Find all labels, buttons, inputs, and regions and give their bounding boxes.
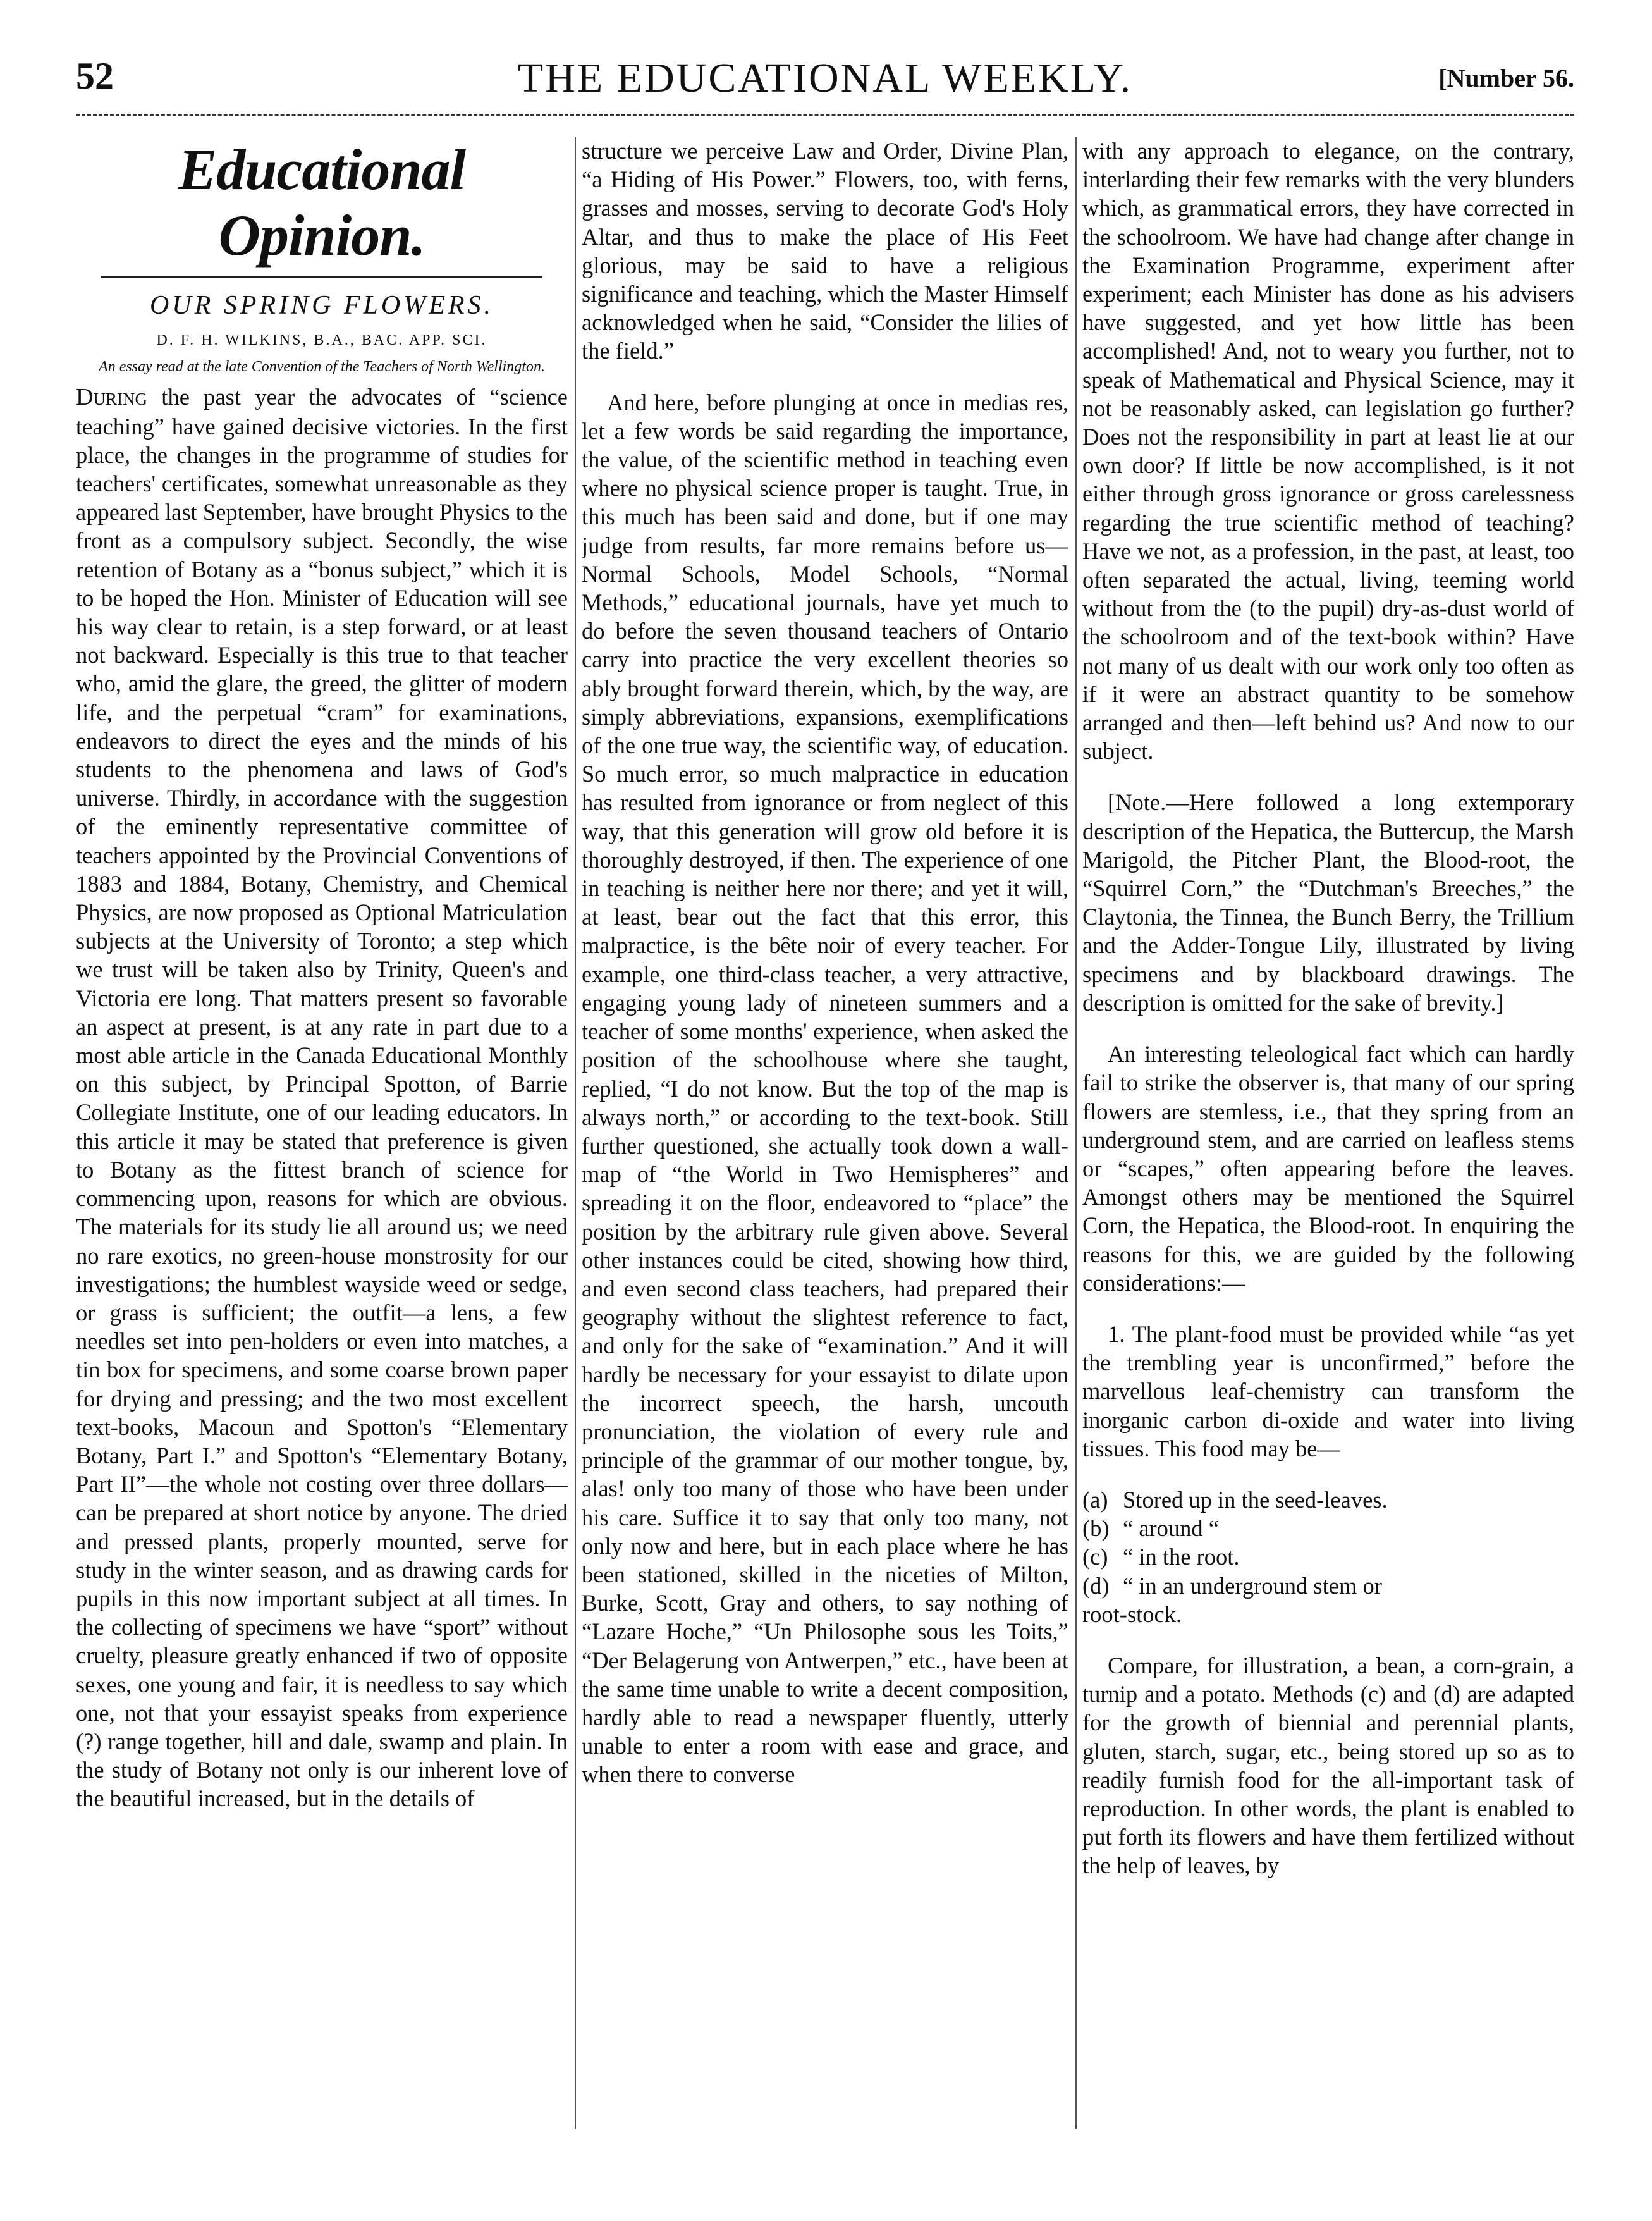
list-text: “ in an underground stem or: [1123, 1572, 1382, 1599]
editor-note: [Note.—Here followed a long extemporary description of the Hepatica, the Buttercup, the Marsh Marigold, the Pitcher Plant, the Blood-root, the “Squirrel Corn,” the “Dutchman's Breeches,” the Claytonia, the Tinnea, the Bunch Berry, the Trillium and the Adder-Tongue Lily, illustrated by living specimens and by blackboard drawings. The description is omitted for the sake of brevity.]: [1082, 789, 1574, 1016]
paragraph: with any approach to elegance, on the contrary, interlarding their few remarks with the very blunders which, as grammatical errors, they have corrected in the schoolroom. We have had change after change in the Examination Programme, experiment after experiment; each Minister has done as his advisers have suggested, and yet how little has been accomplished! And, not to weary you further, not to speak of Mathematical and Physical Science, may it not be reasonably asked, can legislation go further? Does not the responsibility in part at least lie at our own door? If little be now accomplished, is it not either through gross ignorance or gross carelessness regarding the true scientific method of teaching? Have we not, as a profession, in the past, at least, too often separated the actual, living, teeming world without from the (to the pupil) dry-as-dust world of the schoolroom and of the text-book within? Have not many of us dealt with our work only too often as if it were an abstract quantity to be somehow arranged and then—left behind us? And now to our subject.: [1082, 138, 1574, 765]
list-item: [1082, 1572, 1574, 1600]
column-3: [1082, 137, 1574, 2129]
article-title: OUR SPRING FLOWERS.: [149, 291, 494, 320]
paragraph: An interesting teleological fact which can hardly fail to strike the observer is, that many of our spring flowers are stemless, i.e., that they spring from an underground stem, and are carried on leafless stems or “scapes,” often appearing before the leaves. Amongst others may be mentioned the Squirrel Corn, the Hepatica, the Blood-root. In enquiring the reasons for this, we are guided by the following considerations:—: [1082, 1041, 1574, 1296]
list-label: (a): [1082, 1486, 1108, 1513]
food-storage-list: [1082, 1486, 1574, 1628]
list-label: (b): [1082, 1515, 1110, 1542]
article-occasion: An essay read at the late Convention of the Teachers of North Wellington.: [99, 359, 545, 376]
list-item: [1082, 1486, 1574, 1514]
paragraph: And here, before plunging at once in medias res, let a few words be said regarding the importance, the value, of the scientific method in teaching even where no physical science proper is taught. True, in this much has been said and done, but if one may judge from results, far more remains before us—Normal Schools, Model Schools, “Normal Methods,” educational journals, have yet much to do before the seven thousand teachers of Ontario carry into practice the very excellent theories so ably brought forward therein, which, by the way, are simply abbreviations, expansions, exemplifications of the one true way, the scientific way, of education. So much error, so much malpractice in education has resulted from ignorance or from neglect of this way, that this generation will grow old before it is thoroughly destroyed, if then. The experience of one in teaching is neither here nor there; and yet it will, at least, bear out the fact that this error, this malpractice, is the bête noir of every teacher. For example, one third-class teacher, a very attractive, engaging young lady of nineteen summers and a teacher of some months' experience, when asked the position of the schoolhouse where she taught, replied, “I do not know. But the top of the map is always north,” or according to the text-book. Still further questioned, she actually took down a wall-map of “the World in Two Hemispheres” and spreading it on the floor, endeavored to “place” the position by the arbitrary rule given above. Several other instances could be cited, showing how third, and even second class teachers, had prepared their geography without the slightest reference to fact, and only for the sake of “examination.” And it will hardly be necessary for your essayist to dilate upon the incorrect speech, the harsh, uncouth pronunciation, the violation of every rule and principle of the grammar of our mother tongue, by, alas! only too many of those who have been under his care. Suffice it to say that only too many, not only now and here, but in each place where he has been stationed, skilled in the niceties of Milton, Burke, Scott, Gray and others, to say nothing of “Lazare Hoche,” “Un Philosophe sous les Toits,” “Der Belagerung von Antwerpen,” etc., have been at the same time unable to write a decent composition, hardly able to read a newspaper fluently, utterly unable to enter a room with ease and grace, and when there to converse: [582, 389, 1068, 1788]
list-item: [1082, 1542, 1574, 1571]
paragraph-text: the past year the advocates of “science teaching” have gained decisive victories. In the first place, the changes in the programme of studies for teachers' certificates, somewhat unreasonable as they appeared last September, have brought Physics to the front as a compulsory subject. Secondly, the wise retention of Botany as a “bonus subject,” which it is to be hoped the Hon. Minister of Education will see his way clear to retain, is a step forward, or at least not backward. Especially is this true to that teacher who, amid the glare, the greed, the glitter of modern life, and the perpetual “cram” for examinations, endeavors to direct the eyes and the minds of his students to the phenomena and laws of God's universe. Thirdly, in accordance with the suggestion of the eminently representative committee of teachers appointed by the Provincial Conventions of 1883 and 1884, Botany, Chemistry, and Chemical Physics, are now proposed as Optional Matriculation subjects at the University of Toronto; a step which we trust will be taken also by Trinity, Queen's and Victoria ere long. That matters present so favorable an aspect at present, is at any rate in part due to a most able article in the Canada Educational Monthly on this subject, by Principal Spotton, of Barrie Collegiate Institute, one of our leading educators. In this article it may be stated that preference is given to Botany as the fittest branch of science for commencing upon, reasons for which are obvious. The materials for its study lie all around us; we need no rare exotics, no green-house monstrosity for our investigations; the humblest wayside weed or sedge, or grass is sufficient; the outfit—a lens, a few needles set into pen-holders or even into matches, a tin box for specimens, and some coarse brown paper for drying and pressing; and the two most excellent text-books, Macoun and Spotton's “Elementary Botany, Part I.” and Spotton's “Elementary Botany, Part II”—the whole not costing over three dollars—can be prepared at short notice by anyone. The dried and pressed plants, properly mounted, serve for study in the winter season, and as drawing cards for pupils in this now important subject at all times. In the collecting of specimens we have “sport” without cruelty, pleasure greatly enhanced if two of opposite sexes, one young and fair, it is needless to say which one, not that your essayist speaks from experience (?) range together, hill and dale, swamp and plain. In the study of Botany not only is our inherent love of the beautiful increased, but in the details of: [76, 384, 568, 1812]
column-1: [76, 137, 568, 2129]
dropcap-word: During: [76, 384, 147, 411]
list-label: (c): [1082, 1544, 1108, 1570]
section-title: Educational Opinion.: [178, 137, 466, 268]
issue-number: [Number 56.: [1438, 64, 1574, 92]
article-byline: D. F. H. WILKINS, B.A., BAC. APP. SCI.: [156, 332, 487, 349]
paragraph: 1. The plant-food must be provided while “as yet the trembling year is unconfirmed,” before the marvellous leaf-chemistry can transform the inorganic carbon di-oxide and water into living tissues. This food may be—: [1082, 1320, 1574, 1461]
list-text: “ around “: [1123, 1515, 1220, 1542]
paragraph: [76, 383, 568, 1812]
page-number: 52: [76, 55, 114, 97]
list-continuation: root-stock.: [1082, 1601, 1182, 1627]
column-2: [582, 137, 1068, 2129]
list-label: (d): [1082, 1572, 1110, 1599]
list-item: [1082, 1514, 1574, 1542]
paragraph: structure we perceive Law and Order, Divine Plan, “a Hiding of His Power.” Flowers, too, with ferns, grasses and mosses, serving to decorate God's Holy Altar, and thus to make the place of His Feet glorious, may be said to have a religious significance and teaching, which the Master Himself acknowledged when he said, “Consider the lilies of the field.”: [582, 138, 1068, 364]
running-title: THE EDUCATIONAL WEEKLY.: [517, 55, 1133, 101]
paragraph: Compare, for illustration, a bean, a corn-grain, a turnip and a potato. Methods (c) and (d) are adapted for the growth of biennial and perennial plants, gluten, starch, sugar, etc., being stored up so as to readily furnish food for the all-important task of reproduction. In other words, the plant is enabled to put forth its flowers and have them fertilized without the help of leaves, by: [1082, 1652, 1574, 1879]
title-rule: [101, 276, 542, 278]
header-rule: [76, 114, 1574, 116]
column-divider: [1075, 137, 1077, 2129]
list-text: Stored up in the seed-leaves.: [1123, 1486, 1388, 1513]
list-text: “ in the root.: [1123, 1544, 1240, 1570]
column-divider: [575, 137, 576, 2129]
